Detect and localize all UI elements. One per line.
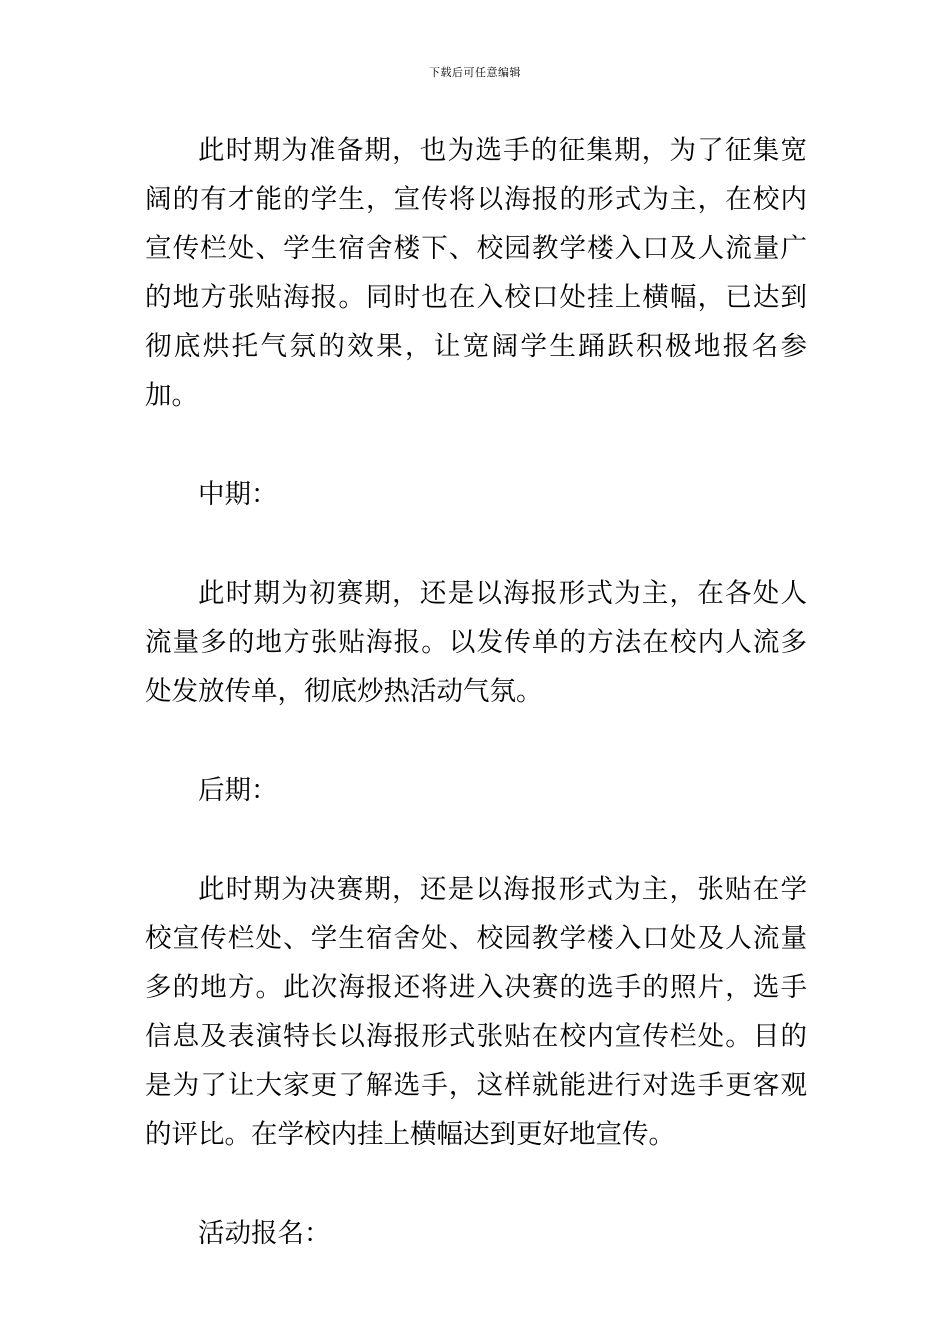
page-header: 下载后可任意编辑 (429, 66, 521, 79)
heading-late-phase: 后期： (198, 775, 278, 806)
heading-middle-phase: 中期： (198, 479, 278, 510)
document-body (145, 126, 807, 1308)
paragraph-late-phase: 此时期为决赛期，还是以海报形式为主，张贴在学校宣传栏处、学生宿舍处、校园教学楼入口处及人流量多的地方。此次海报还将进入决赛的选手的照片，选手信息及表演特长以海报形式张贴在校内宣传栏处。目的是为了让大家更了解选手，这样就能进行对选手更客观的评比。在学校内挂上横幅达到更好地宣传。 (145, 874, 807, 1150)
heading-registration: 活动报名： (198, 1218, 331, 1249)
paragraph-preparation-phase: 此时期为准备期，也为选手的征集期，为了征集宽阔的有才能的学生，宣传将以海报的形式为主，在校内宣传栏处、学生宿舍楼下、校园教学楼入口及人流量广的地方张贴海报。同时也在入校口处挂上横幅，已达到彻底烘托气氛的效果，让宽阔学生踊跃积极地报名参加。 (145, 135, 807, 411)
paragraph-middle-phase: 此时期为初赛期，还是以海报形式为主，在各处人流量多的地方张贴海报。以发传单的方法在校内人流多处发放传单，彻底炒热活动气氛。 (145, 578, 807, 707)
